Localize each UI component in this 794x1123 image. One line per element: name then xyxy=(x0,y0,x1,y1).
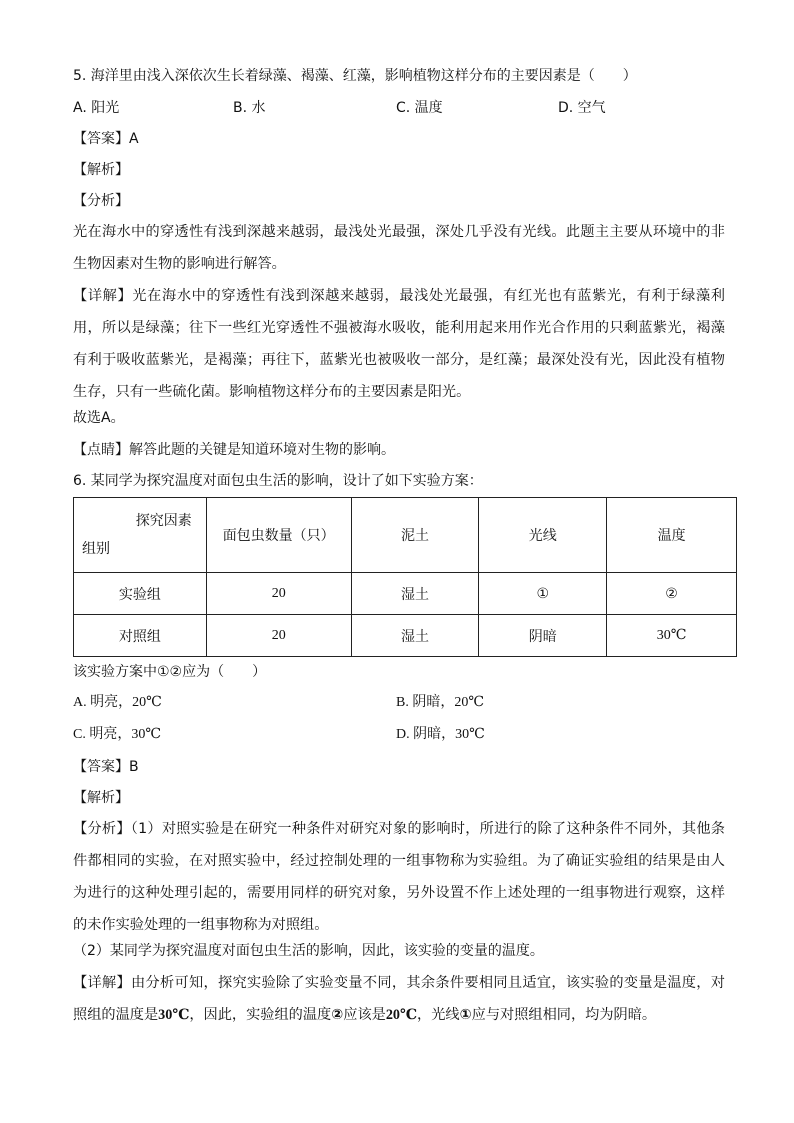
header-count: 面包虫数量（只） xyxy=(206,498,351,573)
q6-option-b: B. 阴暗，20℃ xyxy=(396,695,484,710)
cell-soil: 湿土 xyxy=(351,615,479,657)
table-header-row xyxy=(74,498,737,573)
xiangjie-part: 应与对照组相同，均为阴暗。 xyxy=(471,1007,657,1023)
control-temperature: 30℃ xyxy=(158,1007,190,1023)
q6-xiangjie-text xyxy=(73,967,725,1031)
q6-fenxi-text: 【分析】（1）对照实验是在研究一种条件对研究对象的影响时，所进行的除了这种条件不同外，其他条件都相同的实验，在对照实验中，经过控制处理的一组事物称为实验组。为了确证实验组的结果是由人为进行的这种处理引起的，需要用同样的研究对象，另外设置不作上述处理的一组事物进行观察，这样的未作实验处理的一组事物称为对照组。 xyxy=(73,821,725,933)
q6-option-c: C. 明亮，30℃ xyxy=(73,727,161,742)
xiangjie-part: ，因此，实验组的温度 xyxy=(189,1007,332,1023)
cell-soil: 湿土 xyxy=(351,573,479,615)
q5-fenxi-heading: 【分析】 xyxy=(73,193,129,209)
q5-answer: 【答案】A xyxy=(73,131,139,147)
q5-option-d: D. 空气 xyxy=(558,100,606,116)
table-row xyxy=(74,615,737,657)
q5-option-a: A. 阳光 xyxy=(73,100,120,116)
xiangjie-part: 【详解】由分析可知，探究实验除了实验变量不同，其余条件要相同且适宜，该实验的变量是温度，对照组的温度是 xyxy=(73,975,725,1023)
cell-group: 对照组 xyxy=(74,615,207,657)
q6-answer: 【答案】B xyxy=(73,759,139,775)
cell-temperature: ② xyxy=(607,573,737,615)
circled-one: ① xyxy=(459,1007,472,1023)
q5-fenxi-text: 光在海水中的穿透性有浅到深越来越弱，最浅处光最强，深处几乎没有光线。此题主主要从环境中的非生物因素对生物的影响进行解答。 xyxy=(73,224,725,272)
q5-xiangjie-text: 【详解】光在海水中的穿透性有浅到深越来越弱，最浅处光最强，有红光也有蓝紫光，有利于绿藻利用，所以是绿藻；往下一些红光穿透性不强被海水吸收，能利用起来用作光合作用的只剩蓝紫光，褐藻有利于吸收蓝紫光，是褐藻；再往下，蓝紫光也被吸收一部分，是红藻；最深处没有光，因此没有植物生存，只有一些硫化菌。影响植物这样分布的主要因素是阳光。 xyxy=(73,288,725,400)
table-row xyxy=(74,573,737,615)
xiangjie-part: ，光线 xyxy=(417,1007,460,1023)
cell-count: 20 xyxy=(206,573,351,615)
header-temperature: 温度 xyxy=(607,498,737,573)
circled-two: ② xyxy=(331,1007,344,1023)
experiment-table xyxy=(73,497,737,657)
cell-light: ① xyxy=(479,573,607,615)
xiangjie-part: 应该是 xyxy=(343,1007,386,1023)
cell-temperature: 30℃ xyxy=(607,615,737,657)
experiment-temperature: 20℃ xyxy=(385,1007,418,1023)
q5-analysis-heading: 【解析】 xyxy=(73,162,129,178)
q5-conclusion: 故选A。 xyxy=(73,410,125,426)
header-soil: 泥土 xyxy=(351,498,479,573)
cell-group: 实验组 xyxy=(74,573,207,615)
corner-label-group: 组别 xyxy=(82,541,110,557)
q5-option-c: C. 温度 xyxy=(396,100,443,116)
table-corner-cell xyxy=(74,498,207,573)
q6-option-a: A. 明亮，20℃ xyxy=(73,695,162,710)
q6-question: 该实验方案中①②应为（ ） xyxy=(73,664,267,680)
cell-light: 阴暗 xyxy=(479,615,607,657)
q6-option-d: D. 阴暗，30℃ xyxy=(396,727,485,742)
q5-option-b: B. 水 xyxy=(233,100,266,116)
corner-label-factor: 探究因素 xyxy=(135,513,192,529)
q6-analysis-heading: 【解析】 xyxy=(73,790,129,806)
header-light: 光线 xyxy=(479,498,607,573)
q5-stem: 5. 海洋里由浅入深依次生长着绿藻、褐藻、红藻，影响植物这样分布的主要因素是（ ） xyxy=(73,68,637,84)
q6-fenxi-point2: （2）某同学为探究温度对面包虫生活的影响，因此，该实验的变量的温度。 xyxy=(73,943,544,959)
cell-count: 20 xyxy=(206,615,351,657)
q5-dianjing: 【点睛】解答此题的关键是知道环境对生物的影响。 xyxy=(73,442,395,458)
q6-stem: 6. 某同学为探究温度对面包虫生活的影响，设计了如下实验方案： xyxy=(73,473,483,489)
